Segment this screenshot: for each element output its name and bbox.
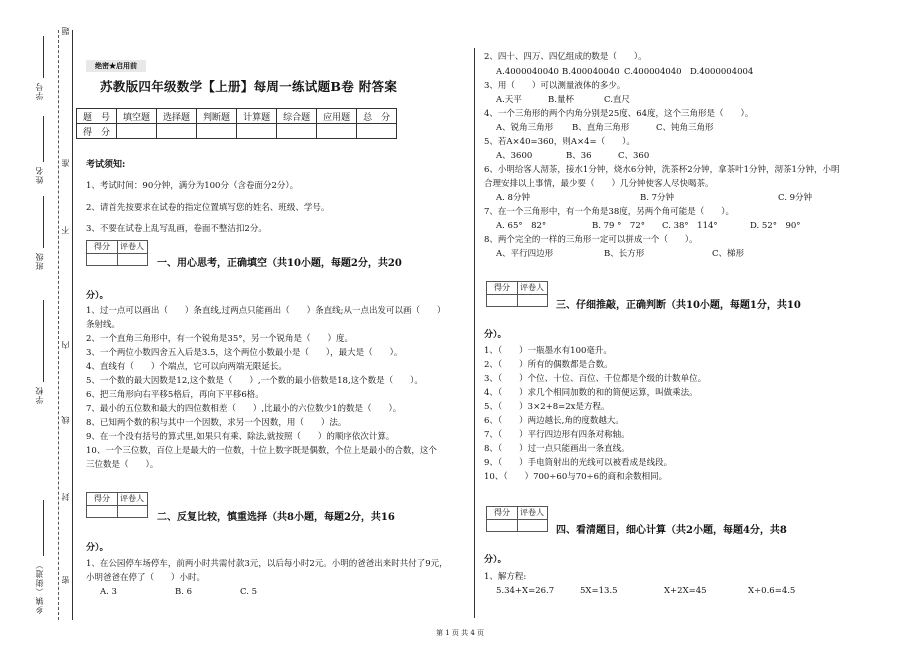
grade-box-grader-label: 评卷人: [120, 494, 144, 503]
choice-option: A.天平: [496, 95, 522, 105]
section2-title: 二、反复比较，慎重选择（共8小题，每题2分，共16: [157, 512, 395, 523]
choice-option: B. 7分钟: [640, 193, 675, 203]
score-blank-cell: [157, 124, 197, 139]
choice-option: C、梯形: [712, 249, 745, 259]
margin-label-name: 姓名: [35, 166, 44, 184]
grade-box-score-label: 得分: [87, 241, 118, 265]
choice-option: C、钝角三角形: [656, 123, 714, 133]
section1-item: 3、一个两位小数四舍五入后是3.5，这个两位小数最小是（ ），最大是（ ）。: [86, 348, 403, 358]
section1-item: 2、一个直角三角形中，有一个锐角是35°，另一个锐角是（ ）度。: [86, 334, 353, 344]
section1-item: 条射线。: [86, 320, 121, 330]
choice-option: C.400004040: [624, 67, 682, 77]
judgment-item: 6、（ ）两边越长,角的度数越大。: [484, 416, 624, 426]
margin-seal-char: 准: [61, 158, 70, 167]
section1-item: 7、最小的五位数和最大的四位数相差（ ）,比最小的六位数少1的数是（ ）。: [86, 404, 402, 414]
choice-option: B、36: [566, 151, 592, 161]
choice-option: D. 52° 90°: [750, 221, 801, 231]
judgment-item: 4、（ ）求几个相同加数的和的简便运算，叫做乘法。: [484, 388, 698, 398]
blank-line-town: [43, 500, 44, 556]
margin-seal-char: 线: [61, 415, 70, 424]
choice-option: B.400040040: [562, 67, 620, 77]
margin-seal-char: 题: [61, 26, 70, 35]
section1-item: 10、一个三位数，百位上是最大的一位数，十位上数字既是偶数，个位上是最小的合数，这个: [86, 446, 437, 456]
score-table-cell: 选择题: [157, 109, 197, 124]
choice-option: B. 79 ° 72°: [592, 221, 645, 231]
choice-option: A、平行四边形: [496, 249, 554, 259]
judgment-item: 3、（ ）个位、十位、百位、千位都是个级的计数单位。: [484, 374, 707, 384]
notice-item: 3、不要在试卷上乱写乱画，卷面不整洁扣2分。: [86, 224, 267, 234]
section1-item: 8、已知两个数的积与其中一个因数，求另一个因数，用（ ）法。: [86, 418, 347, 428]
grade-box-divider: [487, 294, 547, 295]
grade-box: [86, 240, 148, 266]
grade-box: [486, 506, 548, 532]
section1-item: 9、在一个没有括号的算式里,如果只有乘、除法,就按照（ ）的顺序依次计算。: [86, 432, 395, 442]
equation: 5.34+X=26.7: [496, 586, 555, 596]
choice-question: 5、若A×40=360，则A×4=（ ）。: [484, 137, 635, 147]
blank-line-student-id: [43, 36, 44, 78]
equation: 5X=13.5: [580, 586, 618, 596]
section2-question: 小明爸爸在停了（ ）小时。: [86, 573, 206, 583]
choice-option: B、直角三角形: [572, 123, 630, 133]
score-table-cell: 判断题: [197, 109, 237, 124]
judgment-item: 1、（ ）一瓶墨水有100毫升。: [484, 346, 612, 356]
choice-option: C. 9分钟: [778, 193, 813, 203]
margin-label-school: 学校: [35, 386, 44, 404]
grade-box: [486, 281, 548, 307]
judgment-item: 2、（ ）所有的偶数都是合数。: [484, 360, 613, 370]
score-blank-cell: [117, 124, 157, 139]
secret-label: 绝密★启用前: [86, 60, 146, 72]
page-footer: 第 1 页 共 4 页: [435, 629, 485, 637]
choice-option: D.4000004004: [690, 67, 754, 77]
score-table-cell: 总 分: [357, 109, 397, 124]
section2-option: A. 3: [100, 587, 117, 597]
blank-line-class: [43, 196, 44, 248]
blank-line-name: [43, 116, 44, 162]
choice-option: A、锐角三角形: [496, 123, 554, 133]
choice-option: A. 65° 82°: [496, 221, 547, 231]
section2-title-cont: 分）。: [86, 543, 109, 553]
judgment-item: 10、（ ）700÷60与70÷6的商和余数相同。: [484, 472, 668, 482]
grade-box-grader-label: 评卷人: [520, 283, 544, 292]
notice-heading: 考试须知:: [86, 160, 126, 170]
score-table-cell: 题 号: [77, 109, 117, 124]
section3-title-cont: 分）。: [484, 330, 507, 340]
choice-question: 合理安排以上事情，最少要（ ）几分钟使客人尽快喝茶。: [484, 179, 714, 189]
grade-box-divider: [487, 519, 547, 520]
judgment-item: 9、（ ）手电筒射出的光线可以被看成是线段。: [484, 458, 673, 468]
score-table-cell: 填空题: [117, 109, 157, 124]
choice-option: A.4000040040: [496, 67, 559, 77]
equation: X+2X=45: [664, 586, 707, 596]
choice-option: C. 38° 114°: [662, 221, 718, 231]
section4-title: 四、看清题目，细心计算（共2小题，每题4分，共8: [556, 525, 787, 536]
margin-label-town: 乡镇（街道）: [35, 560, 44, 614]
grade-box-score-label: 得分: [487, 282, 518, 306]
grade-box-divider: [87, 505, 147, 506]
margin-seal-char: 内: [61, 340, 70, 349]
margin-label-student-id: 学号: [35, 82, 44, 100]
section1-item: 4、直线有（ ）个端点，它可以向两端无限延长。: [86, 362, 287, 372]
score-table: [76, 108, 397, 139]
choice-question: 7、在一个三角形中，有一个角是38度，另两个角可能是（ ）。: [484, 207, 734, 217]
judgment-item: 7、（ ）平行四边形有四条对称轴。: [484, 430, 630, 440]
section2-option: B. 6: [175, 587, 193, 597]
score-table-score-row: [77, 124, 397, 139]
choice-option: C、360: [618, 151, 650, 161]
notice-item: 2、请首先按要求在试卷的指定位置填写您的姓名、班级、学号。: [86, 203, 330, 213]
grade-box-grader-label: 评卷人: [520, 508, 544, 517]
calc-question: 1、解方程:: [484, 572, 527, 582]
section2-question: 1、在公园停车场停车，前两小时共需付款3元，以后每小时2元。小明的爸爸出来时共付了9元，: [86, 559, 448, 569]
margin-solid-line: [72, 30, 73, 620]
section1-item: 6、把三角形向右平移5格后，再向下平移6格。: [86, 390, 264, 400]
margin-seal-char: 密: [61, 575, 70, 584]
choice-option: B、长方形: [604, 249, 645, 259]
margin-seal-char: 不: [61, 225, 70, 234]
score-blank-cell: [317, 124, 357, 139]
score-blank-cell: [237, 124, 277, 139]
score-blank-cell: [277, 124, 317, 139]
page-title: 苏教版四年级数学【上册】每周一练试题B卷 附答案: [100, 79, 398, 94]
choice-option: B.量杯: [548, 95, 574, 105]
section2-option: C. 5: [240, 587, 258, 597]
section1-item: 5、一个数的最大因数是12,这个数是（ ）,一个数的最小倍数是18,这个数是（ ）。: [86, 376, 423, 386]
grade-box-score-label: 得分: [487, 507, 518, 531]
choice-question: 4、一个三角形的两个内角分别是25度、64度，这个三角形是（ ）。: [484, 109, 754, 119]
choice-option: C.直尺: [604, 95, 630, 105]
equation: X÷0.6=4.5: [748, 586, 796, 596]
score-blank-cell: [357, 124, 397, 139]
score-table-cell: 计算题: [237, 109, 277, 124]
score-table-cell: 得 分: [77, 124, 117, 139]
section1-item: 三位数是（ ）。: [86, 460, 159, 470]
choice-question: 2、四十、四万、四亿组成的数是（ ）。: [484, 52, 647, 62]
score-table-cell: 应用题: [317, 109, 357, 124]
score-table-header-row: [77, 109, 397, 124]
score-table-cell: 综合题: [277, 109, 317, 124]
column-divider: [474, 48, 475, 618]
score-blank-cell: [197, 124, 237, 139]
section3-title: 三、仔细推敲，正确判断（共10小题，每题1分，共10: [556, 300, 801, 311]
margin-dashed-line: [58, 30, 59, 620]
choice-question: 6、小明给客人沏茶，接水1分钟，烧水6分钟，洗茶杯2分钟，拿茶叶1分钟，沏茶1分钟，小明: [484, 165, 840, 175]
judgment-item: 5、（ ）3×2+8=2x是方程。: [484, 402, 610, 412]
choice-question: 3、用（ ）可以测量液体的多少。: [484, 81, 626, 91]
margin-seal-char: 封: [61, 492, 70, 501]
section1-item: 1、过一点可以画出（ ）条直线,过两点只能画出（ ）条直线;从一点出发可以画（ ）: [86, 306, 446, 316]
judgment-item: 8、（ ）过一点只能画出一条直线。: [484, 444, 630, 454]
grade-box-grader-label: 评卷人: [120, 242, 144, 251]
section4-title-cont: 分）。: [484, 555, 507, 565]
choice-question: 8、两个完全的一样的三角形一定可以拼成一个（ ）。: [484, 235, 698, 245]
grade-box-score-label: 得分: [87, 493, 118, 517]
grade-box-divider: [87, 253, 147, 254]
notice-item: 1、考试时间：90分钟，满分为100分（含卷面分2分）。: [86, 181, 299, 191]
choice-option: A. 8分钟: [496, 193, 530, 203]
section1-title: 一、用心思考，正确填空（共10小题，每题2分，共20: [157, 258, 402, 269]
choice-option: A、3600: [496, 151, 533, 161]
section1-title-cont: 分）。: [86, 291, 109, 301]
blank-line-school: [43, 300, 44, 382]
grade-box: [86, 492, 148, 518]
margin-label-class: 班级: [35, 252, 44, 270]
